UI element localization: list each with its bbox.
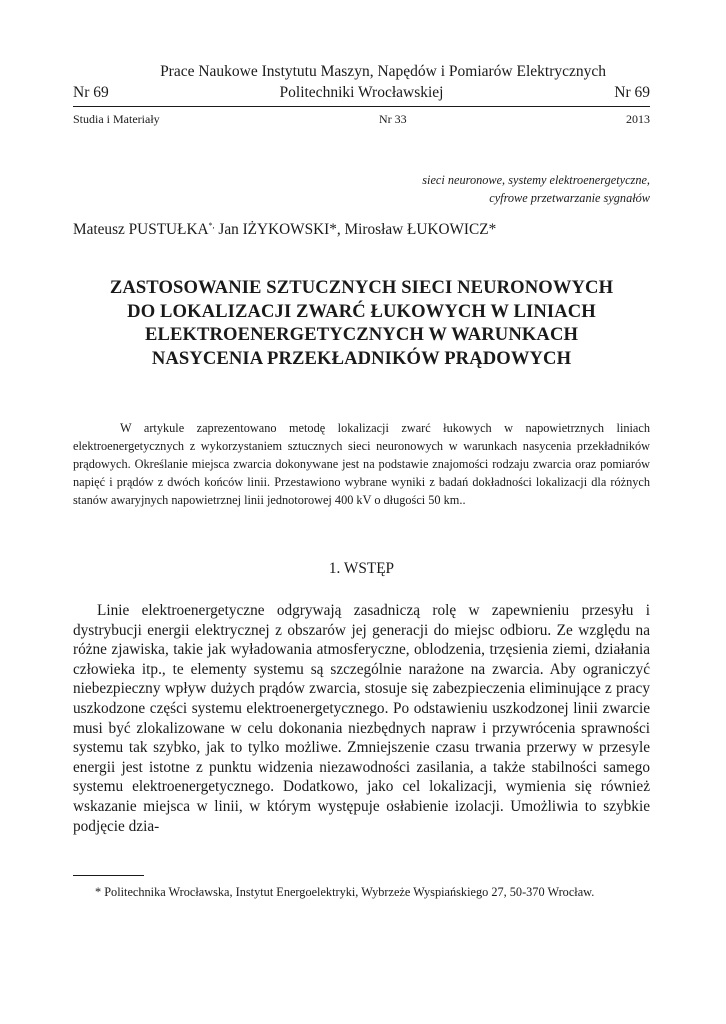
footnote-divider <box>73 875 144 876</box>
footnote: * Politechnika Wrocławska, Instytut Energoelektryki, Wybrzeże Wyspiańskiego 27, 50-370 Wrocław. <box>95 885 595 899</box>
title-line2: DO LOKALIZACJI ZWARĆ ŁUKOWYCH W LINIACH <box>127 300 596 322</box>
series-name: Studia i Materiały <box>73 112 160 126</box>
journal-name-line2: Politechniki Wrocławskiej <box>279 84 444 101</box>
header-divider <box>73 106 650 107</box>
authors <box>73 221 650 239</box>
author-1: Mateusz PUSTUŁKA*, <box>73 221 215 239</box>
publication-year: 2013 <box>625 112 650 126</box>
series-row <box>73 112 650 127</box>
paper-page <box>73 0 650 1024</box>
author-1-mark: *, <box>208 221 215 230</box>
title-line3: ELEKTROENERGETYCZNYCH W WARUNKACH <box>144 324 579 345</box>
series-issue: Nr 33 <box>378 112 407 126</box>
keywords <box>73 171 650 207</box>
keywords-line2: cyfrowe przetwarzanie sygnałów <box>489 191 650 205</box>
journal-name-line1: Prace Naukowe Instytutu Maszyn, Napędów i Pomiarów Elektrycznych <box>160 63 606 80</box>
abstract: W artykule zaprezentowano metodę lokalizacji zwarć łukowych w napowietrznych liniach elektroenergetycznych z wykorzystaniem sztucznych sieci neuronowych w warunkach nasycenia przekładników prądowych. Określanie miejsca zwarcia dokonywane jest na podstawie znajomości rodzaju zwarcia oraz pomiarów napięć i prądów z dwóch końców linii. Przestawiono wybrane wyniki z badań dokładności lokalizacji dla różnych stanów awaryjnych napowietrznej linii jednotorowej 400 kV o długości 50 km.. <box>73 421 650 507</box>
journal-header-row <box>73 84 650 102</box>
author-others: Jan IŻYKOWSKI*, Mirosław ŁUKOWICZ* <box>214 221 497 239</box>
issue-number-right: Nr 69 <box>614 84 650 101</box>
section-heading: 1. WSTĘP <box>328 560 395 577</box>
title-line1: ZASTOSOWANIE SZTUCZNYCH SIECI NEURONOWYCH <box>109 277 614 298</box>
body-paragraph: Linie elektroenergetyczne odgrywają zasadniczą rolę w zapewnieniu przesyłu i dystrybucji energii elektrycznej z obszarów jej generacji do miejsc odbioru. Ze względu na różne zjawiska, takie jak wyładowania atmosferyczne, oblodzenia, trzęsienia ziemi, działania człowieka itp., te elementy systemu są szczególnie narażone na zwarcia. Aby ograniczyć niebezpieczny wpływ dużych prądów zwarcia, stosuje się zabezpieczenia eliminujące z pracy uszkodzone części systemu elektroenergetycznego. Po odstawieniu uszkodzonej linii zwarcie musi być zlokalizowane w celu dokonania niezbędnych napraw i przywrócenia sprawności systemu tak szybko, jak to tylko możliwe. Zmniejszenie czasu trwania przerwy w przesyle energii jest istotne z punktu widzenia niezawodności zasilania, a także stabilności samego systemu elektroenergetycznego. Dodatkowo, jako cel lokalizacji, wymienia się również wskazanie miejsca w linii, w którym występuje osłabienie izolacji. Umożliwia to szybkie podjęcie dzia- <box>73 602 650 835</box>
keywords-line1: sieci neuronowe, systemy elektroenergetyczne, <box>422 173 650 187</box>
title-line4: NASYCENIA PRZEKŁADNIKÓW PRĄDOWYCH <box>151 347 572 369</box>
paper-title <box>73 276 650 370</box>
issue-number-left: Nr 69 <box>73 84 109 101</box>
